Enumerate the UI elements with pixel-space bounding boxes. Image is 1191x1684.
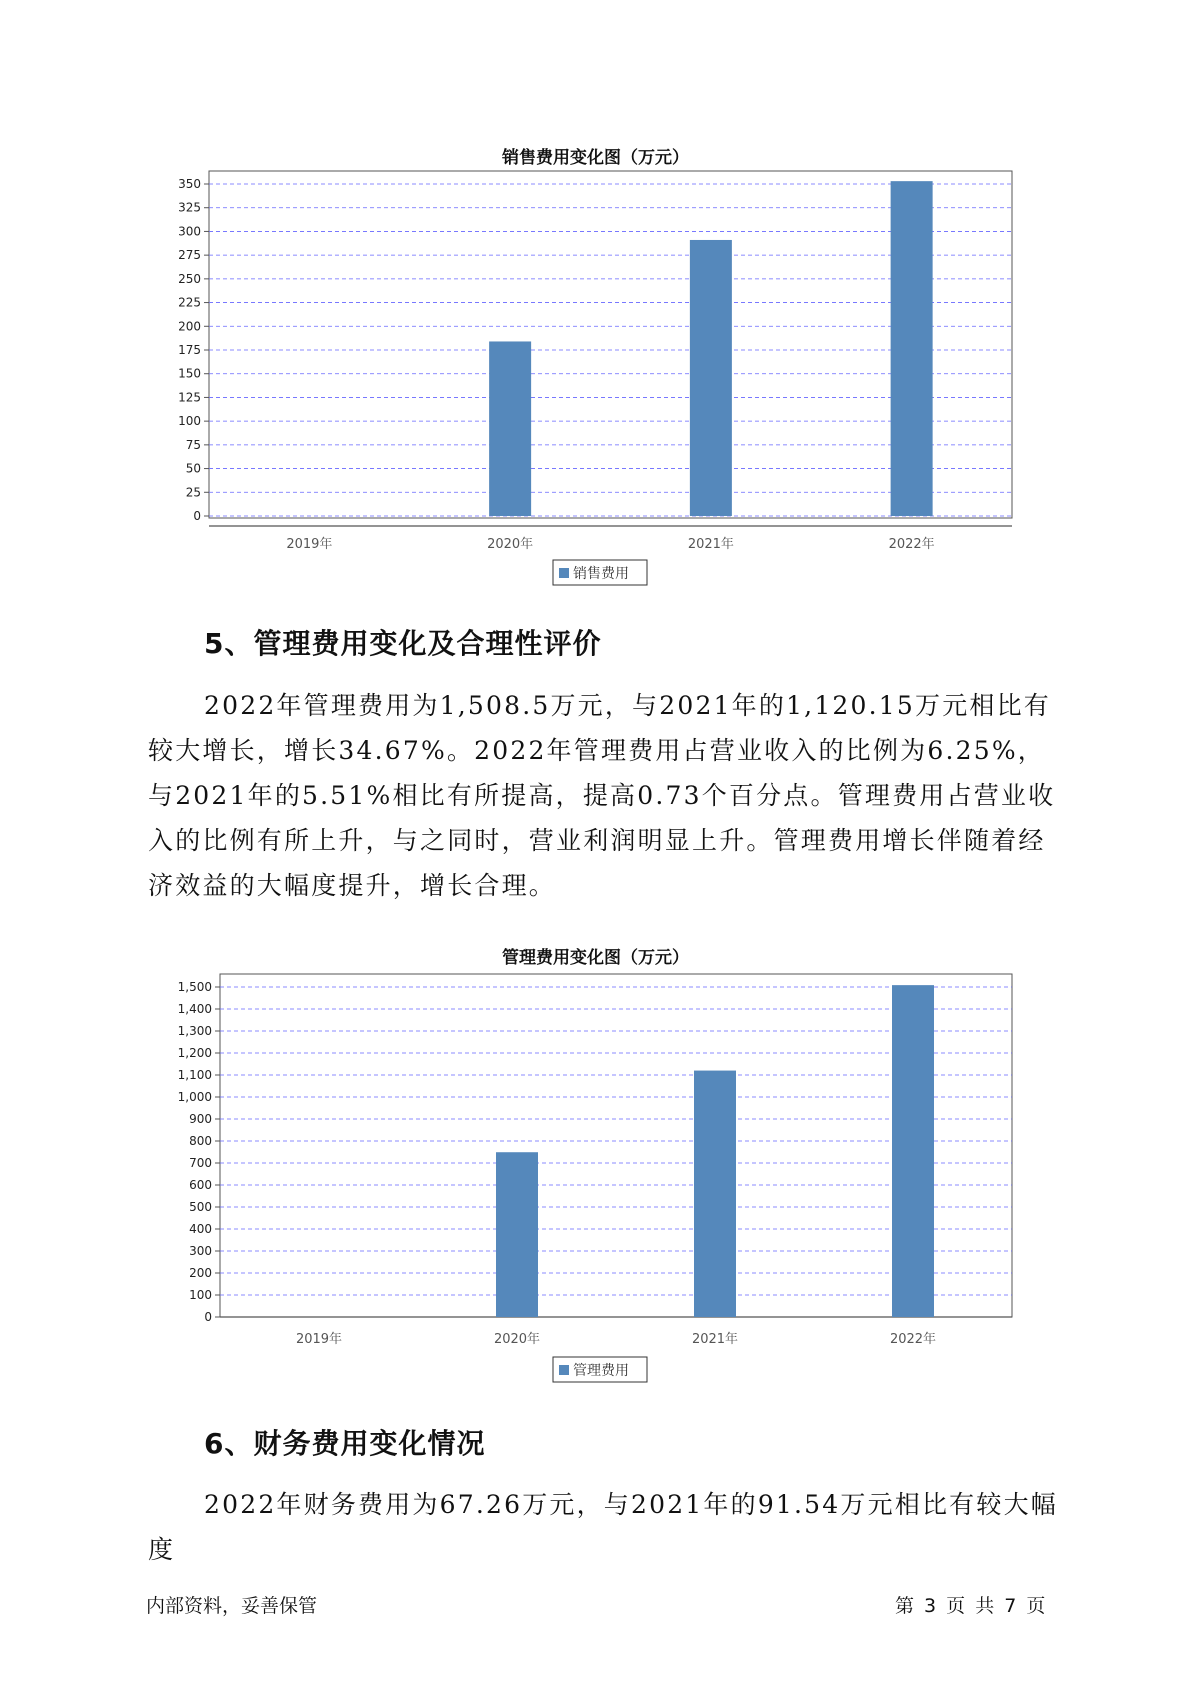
- bar: [892, 985, 934, 1317]
- legend-swatch: [559, 1365, 569, 1375]
- footer-confidential-note: 内部资料，妥善保管: [146, 1595, 318, 1617]
- x-tick-label: 2021年: [691, 1332, 739, 1347]
- legend-label: 管理费用: [573, 1363, 629, 1379]
- chart-legend: [553, 560, 647, 585]
- y-tick-label: 150: [178, 366, 201, 381]
- chart-title-selling-expense: 销售费用变化图（万元）: [502, 148, 689, 168]
- y-tick-label: 75: [185, 437, 201, 452]
- section-5-heading: 5、管理费用变化及合理性评价: [204, 627, 602, 660]
- footer-page-number: 第 3 页 共 7 页: [895, 1595, 1046, 1617]
- y-tick-label: 250: [178, 271, 201, 286]
- bar: [690, 240, 732, 516]
- x-tick-label: 2022年: [889, 1332, 937, 1347]
- y-tick-label: 325: [178, 200, 201, 215]
- chart-title-admin-expense: 管理费用变化图（万元）: [502, 948, 689, 968]
- x-tick-label: 2022年: [888, 537, 935, 552]
- admin-expense-bar-chart: [0, 970, 1191, 1400]
- y-tick-label: 200: [189, 1266, 212, 1280]
- y-tick-label: 275: [178, 248, 201, 263]
- y-tick-label: 1,300: [177, 1024, 212, 1038]
- bar: [496, 1152, 538, 1317]
- y-tick-label: 100: [178, 414, 201, 429]
- y-tick-label: 1,200: [177, 1046, 212, 1060]
- legend-label: 销售费用: [573, 566, 629, 582]
- y-tick-label: 175: [178, 343, 201, 357]
- y-tick-label: 350: [178, 177, 201, 191]
- y-tick-label: 500: [189, 1200, 212, 1214]
- y-tick-label: 100: [189, 1288, 212, 1302]
- y-tick-label: 0: [204, 1310, 212, 1324]
- x-tick-label: 2021年: [687, 537, 734, 552]
- legend-swatch: [559, 568, 569, 578]
- section-6-heading: 6、财务费用变化情况: [204, 1427, 486, 1460]
- bar: [891, 181, 933, 516]
- y-tick-label: 1,500: [177, 980, 212, 994]
- y-tick-label: 300: [178, 224, 201, 239]
- section-5-text: 2022年管理费用为1,508.5万元，与2021年的1,120.15万元相比有较大增长，增长34.67%。2022年管理费用占营业收入的比例为6.25%，与2021年的5.51%相比有所提高，提高0.73个百分点。管理费用占营业收入的比例有所上升，与之同时，营业利润明显上升。管理费用增长伴随着经济效益的大幅度提升，增长合理。: [148, 691, 1056, 900]
- y-tick-label: 700: [189, 1156, 212, 1170]
- y-tick-label: 50: [185, 461, 201, 476]
- y-tick-label: 200: [178, 319, 201, 334]
- y-tick-label: 0: [193, 509, 201, 523]
- y-tick-label: 400: [189, 1222, 212, 1236]
- y-tick-label: 1,400: [177, 1002, 212, 1016]
- y-tick-label: 225: [178, 295, 201, 310]
- x-tick-label: 2020年: [487, 537, 534, 552]
- y-tick-label: 600: [189, 1178, 212, 1192]
- y-tick-label: 900: [189, 1112, 212, 1126]
- section-6-text: 2022年财务费用为67.26万元，与2021年的91.54万元相比有较大幅度: [148, 1490, 1058, 1564]
- chart-legend: [553, 1357, 647, 1382]
- selling-expense-bar-chart: [0, 170, 1191, 600]
- y-tick-label: 800: [189, 1134, 212, 1148]
- x-tick-label: 2020年: [493, 1332, 541, 1347]
- y-tick-label: 1,100: [177, 1068, 212, 1082]
- bar: [489, 341, 531, 516]
- y-tick-label: 125: [178, 390, 201, 405]
- bar: [694, 1071, 736, 1317]
- x-tick-label: 2019年: [286, 537, 333, 552]
- x-tick-label: 2019年: [295, 1332, 343, 1347]
- y-tick-label: 25: [185, 485, 201, 500]
- section-5-paragraph: [148, 683, 1068, 908]
- section-6-paragraph: [148, 1482, 1068, 1572]
- y-tick-label: 300: [189, 1244, 212, 1258]
- y-tick-label: 1,000: [177, 1090, 212, 1104]
